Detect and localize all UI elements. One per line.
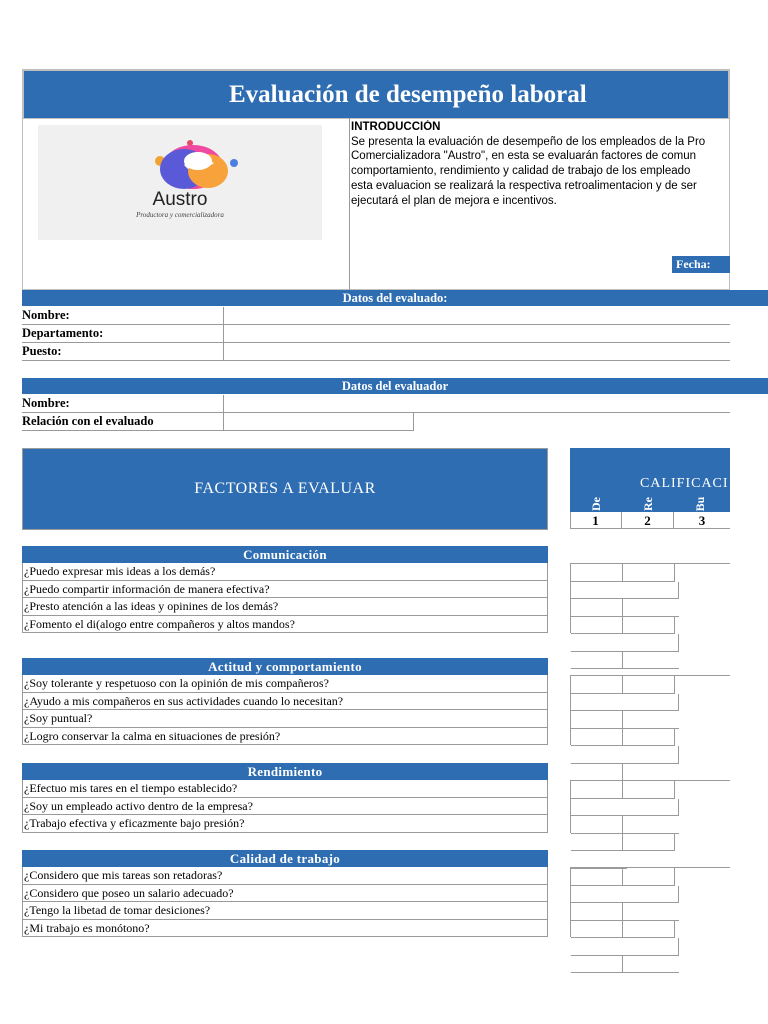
- rating-cell[interactable]: [627, 938, 679, 956]
- evaluado-departamento-input[interactable]: [223, 325, 730, 343]
- rating-grid: [570, 780, 730, 833]
- evaluado-nombre-label: Nombre:: [22, 308, 70, 322]
- evaluador-relacion-input[interactable]: [223, 413, 414, 431]
- rating-cell[interactable]: [623, 652, 679, 670]
- question-row: ¿Trabajo efectiva y eficazmente bajo presión?: [22, 815, 548, 833]
- question-row: ¿Considero que mis tareas son retadoras?: [22, 867, 548, 885]
- section-header: Comunicación: [22, 546, 548, 563]
- introduction: [351, 120, 731, 208]
- rating-cell[interactable]: [571, 851, 627, 869]
- question-row: ¿Puedo expresar mis ideas a los demás?: [22, 563, 548, 581]
- fecha-label: Fecha:: [672, 256, 730, 273]
- question-row: ¿Fomento el di(alogo entre compañeros y altos mandos?: [22, 616, 548, 634]
- evaluado-puesto-label: Puesto:: [22, 344, 62, 358]
- rating-cell[interactable]: [571, 694, 627, 712]
- evaluado-header: Datos del evaluado:: [22, 290, 768, 306]
- rating-cell[interactable]: [571, 617, 623, 635]
- rating-cell[interactable]: [571, 921, 623, 939]
- rating-cell[interactable]: [571, 652, 623, 670]
- rating-cell[interactable]: [623, 676, 675, 694]
- rating-cell[interactable]: [627, 634, 679, 652]
- rating-cell[interactable]: [623, 599, 679, 617]
- rating-cell[interactable]: [623, 729, 675, 747]
- question-row: ¿Soy un empleado activo dentro de la empresa?: [22, 798, 548, 816]
- calificacion-header: CALIFICACI: [570, 448, 730, 496]
- rating-cell[interactable]: [571, 834, 623, 852]
- intro-line: ejecutará el plan de mejora e incentivos.: [351, 194, 557, 207]
- rating-cell[interactable]: [627, 582, 679, 600]
- question-row: ¿Efectuo mis tares en el tiempo establecido?: [22, 780, 548, 798]
- rating-cell[interactable]: [571, 711, 623, 729]
- intro-line: Comercializadora "Austro", en esta se evaluarán factores de comun: [351, 150, 697, 163]
- rating-cell[interactable]: [627, 799, 679, 817]
- rating-grid: [570, 675, 730, 745]
- rating-cell[interactable]: [623, 834, 675, 852]
- section-header: Actitud y comportamiento: [22, 658, 548, 675]
- rating-cell[interactable]: [571, 938, 627, 956]
- rating-col-head-1: De: [570, 496, 622, 512]
- rating-cell[interactable]: [627, 694, 679, 712]
- rating-cell[interactable]: [627, 746, 679, 764]
- rating-num-3: 3: [674, 512, 730, 529]
- rating-cell[interactable]: [623, 764, 679, 782]
- svg-text:Austro: Austro: [152, 189, 208, 210]
- evaluado-nombre-input[interactable]: [223, 307, 730, 325]
- rating-cell[interactable]: [623, 921, 675, 939]
- section-header: Rendimiento: [22, 763, 548, 780]
- rating-cell[interactable]: [571, 886, 627, 904]
- rating-cell[interactable]: [571, 816, 623, 834]
- rating-cell[interactable]: [623, 711, 679, 729]
- rating-cell[interactable]: [571, 781, 623, 799]
- rating-cell[interactable]: [623, 956, 679, 974]
- company-logo: [38, 125, 322, 240]
- evaluador-header: Datos del evaluador: [22, 378, 768, 394]
- rating-cell[interactable]: [571, 599, 623, 617]
- evaluador-nombre-label: Nombre:: [22, 396, 70, 410]
- rating-cell[interactable]: [623, 816, 679, 834]
- rating-grid: [570, 563, 730, 633]
- rating-num-1: 1: [570, 512, 622, 529]
- rating-col-head-2: Re: [622, 496, 674, 512]
- rating-grid: [570, 867, 730, 937]
- evaluado-puesto-input[interactable]: [223, 343, 730, 361]
- rating-cell[interactable]: [571, 746, 627, 764]
- rating-cell[interactable]: [571, 956, 623, 974]
- question-row: ¿Logro conservar la calma en situaciones de presión?: [22, 728, 548, 746]
- question-row: ¿Ayudo a mis compañeros en sus actividades cuando lo necesitan?: [22, 693, 548, 711]
- svg-text:Productora y comercializadora: Productora y comercializadora: [136, 211, 224, 219]
- rating-cell[interactable]: [571, 582, 627, 600]
- evaluado-departamento-label: Departamento:: [22, 326, 104, 340]
- rating-cell[interactable]: [571, 799, 627, 817]
- question-row: ¿Soy puntual?: [22, 710, 548, 728]
- question-row: ¿Tengo la libetad de tomar desiciones?: [22, 902, 548, 920]
- rating-cell[interactable]: [627, 886, 679, 904]
- rating-cell[interactable]: [623, 868, 675, 886]
- factores-header: FACTORES A EVALUAR: [22, 448, 548, 530]
- intro-line: Se presenta la evaluación de desempeño de los empleados de la Pro: [351, 135, 706, 148]
- question-row: ¿Mi trabajo es monótono?: [22, 920, 548, 938]
- question-row: ¿Puedo compartir información de manera efectiva?: [22, 581, 548, 599]
- intro-line: comportamiento, rendimiento y calidad de trabajo de los empleado: [351, 165, 691, 178]
- question-row: ¿Presto atención a las ideas y opinines de los demás?: [22, 598, 548, 616]
- rating-cell[interactable]: [571, 764, 623, 782]
- rating-cell[interactable]: [623, 903, 679, 921]
- rating-cell[interactable]: [571, 634, 627, 652]
- rating-cell[interactable]: [571, 564, 623, 582]
- rating-cell[interactable]: [623, 564, 675, 582]
- rating-cell[interactable]: [623, 617, 675, 635]
- page-title: Evaluación de desempeño laboral: [22, 69, 730, 118]
- rating-cell[interactable]: [623, 781, 675, 799]
- rating-cell[interactable]: [571, 729, 623, 747]
- rating-cell[interactable]: [571, 903, 623, 921]
- section-header: Calidad de trabajo: [22, 850, 548, 867]
- intro-line: esta evaluacion se realizará la respectiva retroalimentacion y de ser: [351, 179, 697, 192]
- intro-heading: INTRODUCCIÓN: [351, 121, 441, 133]
- evaluador-nombre-input[interactable]: [223, 395, 730, 413]
- rating-col-head-3: Bu: [674, 496, 730, 512]
- question-row: ¿Soy tolerante y respetuoso con la opinión de mis compañeros?: [22, 675, 548, 693]
- rating-cell[interactable]: [571, 676, 623, 694]
- question-row: ¿Considero que poseo un salario adecuado?: [22, 885, 548, 903]
- rating-num-2: 2: [622, 512, 674, 529]
- rating-cell[interactable]: [571, 868, 623, 886]
- evaluador-relacion-label: Relación con el evaluado: [22, 414, 154, 428]
